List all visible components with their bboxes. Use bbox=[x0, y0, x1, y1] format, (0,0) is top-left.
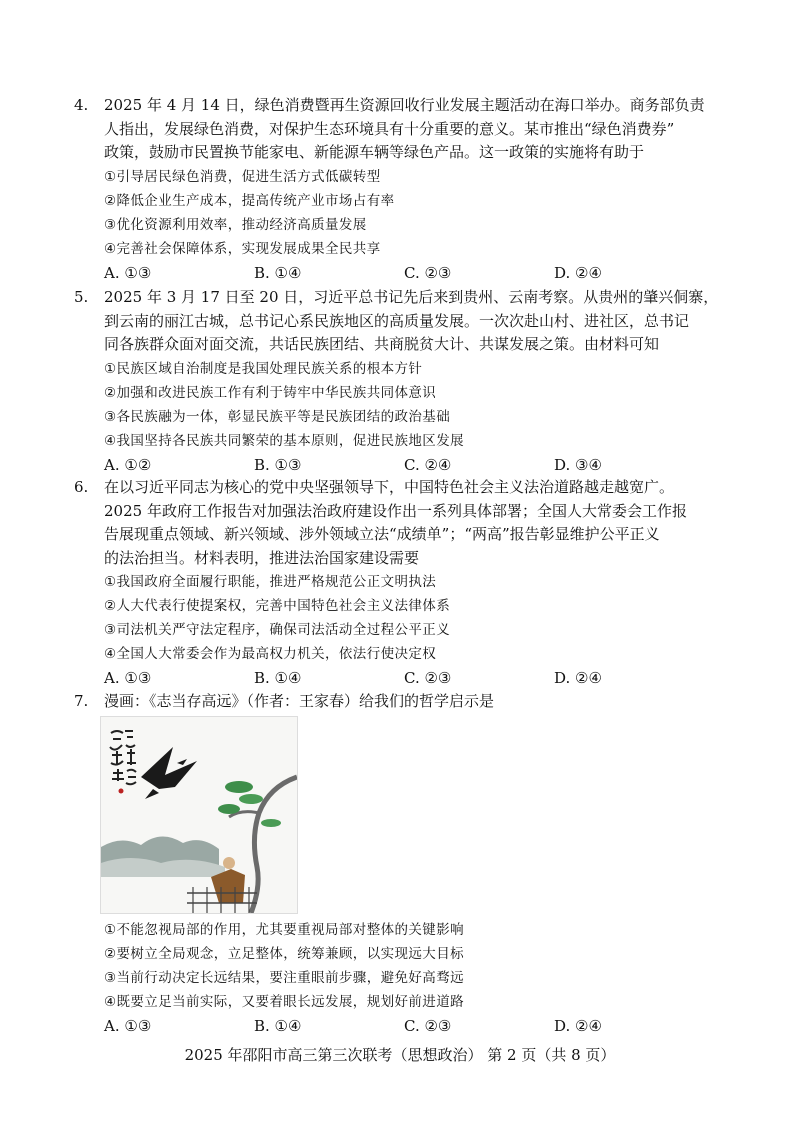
question-7 bbox=[74, 690, 754, 714]
question-stem-line: 人指出，发展绿色消费，对保护生态环境具有十分重要的意义。某市推出“绿色消费券” bbox=[104, 119, 675, 138]
question-stem-line: 6. 在以习近平同志为核心的党中央坚强领导下，中国特色社会主义法治道路越走越宽广。 bbox=[74, 476, 754, 500]
question-number: 5. bbox=[74, 288, 89, 306]
question-number: 6. bbox=[74, 478, 89, 496]
statement-option: ③优化资源利用效率，推动经济高质量发展 bbox=[104, 216, 367, 233]
question-number: 4. bbox=[74, 96, 89, 114]
statement-option: ①不能忽视局部的作用，尤其要重视局部对整体的关键影响 bbox=[104, 922, 465, 938]
question-5 bbox=[74, 286, 754, 477]
eagle-figure bbox=[141, 747, 197, 799]
question-stem-line: 的法治担当。材料表明，推进法治国家建设需要 bbox=[104, 548, 420, 567]
choice-c[interactable]: C. ②③ bbox=[404, 263, 452, 282]
statement-option: ①引导居民绿色消费，促进生活方式低碳转型 bbox=[104, 168, 381, 185]
page-footer: 2025 年邵阳市高三第三次联考（思想政治） 第 2 页（共 8 页） bbox=[184, 1046, 616, 1064]
choice-b[interactable]: B. ①③ bbox=[254, 455, 302, 474]
question-6 bbox=[74, 476, 754, 690]
question-stem-line: 4. 2025 年 4 月 14 日，绿色消费暨再生资源回收行业发展主题活动在海口举办。商务部负责 bbox=[74, 94, 754, 118]
question-stem-line: 5. 2025 年 3 月 17 日至 20 日，习近平总书记先后来到贵州、云南考察。从贵州的肇兴侗寨， bbox=[74, 286, 754, 310]
question-stem-line: 7. 漫画：《志当存高远》（作者：王家春）给我们的哲学启示是 bbox=[74, 690, 754, 714]
statement-option: ④完善社会保障体系，实现发展成果全民共享 bbox=[104, 240, 381, 257]
choice-d[interactable]: D. ②④ bbox=[554, 1017, 602, 1035]
question-4 bbox=[74, 94, 754, 285]
statement-option: ③各民族融为一体，彰显民族平等是民族团结的政治基础 bbox=[104, 408, 451, 425]
choice-b[interactable]: B. ①④ bbox=[254, 263, 302, 282]
statement-option: ③司法机关严守法定程序，确保司法活动全过程公平正义 bbox=[104, 622, 451, 639]
question-stem-line: 2025 年政府工作报告对加强法治政府建设作出一系列具体部署；全国人大常委会工作报 bbox=[104, 501, 687, 520]
statement-option: ③当前行动决定长远结果，要注重眼前步骤，避免好高骛远 bbox=[104, 970, 465, 986]
statement-option: ④既要立足当前实际，又要着眼长远发展，规划好前进道路 bbox=[104, 994, 465, 1010]
choice-a[interactable]: A. ①③ bbox=[104, 1017, 152, 1035]
choice-a[interactable]: A. ①③ bbox=[104, 263, 152, 282]
statement-option: ①我国政府全面履行职能，推进严格规范公正文明执法 bbox=[104, 574, 437, 591]
statement-option: ②降低企业生产成本，提高传统产业市场占有率 bbox=[104, 192, 395, 209]
statement-option: ①民族区域自治制度是我国处理民族关系的根本方针 bbox=[104, 360, 423, 377]
question-stem-line: 到云南的丽江古城，总书记心系民族地区的高质量发展。一次次赴山村、进社区，总书记 bbox=[104, 311, 690, 330]
statement-option: ④全国人大常委会作为最高权力机关，依法行使决定权 bbox=[104, 646, 437, 663]
choice-d[interactable]: D. ②④ bbox=[554, 669, 602, 688]
comic-drawing bbox=[101, 717, 297, 913]
statement-option: ②人大代表行使提案权，完善中国特色社会主义法律体系 bbox=[104, 598, 451, 615]
comic-illustration bbox=[100, 716, 298, 914]
choice-a[interactable]: A. ①③ bbox=[104, 669, 152, 688]
question-stem-line: 同各族群众面对面交流，共话民族团结、共商脱贫大计、共谋发展之策。由材料可知 bbox=[104, 335, 660, 354]
choice-c[interactable]: C. ②③ bbox=[404, 669, 452, 688]
answer-choices bbox=[104, 261, 754, 285]
choice-d[interactable]: D. ③④ bbox=[554, 455, 602, 474]
question-7-options bbox=[74, 918, 754, 1038]
choice-a[interactable]: A. ①② bbox=[104, 455, 152, 474]
choice-c[interactable]: C. ②③ bbox=[404, 1017, 452, 1035]
answer-choices bbox=[104, 666, 754, 690]
choice-b[interactable]: B. ①④ bbox=[254, 669, 302, 688]
mountain-landscape bbox=[101, 836, 225, 877]
question-stem-line: 政策，鼓励市民置换节能家电、新能源车辆等绿色产品。这一政策的实施将有助于 bbox=[104, 143, 645, 162]
choice-b[interactable]: B. ①④ bbox=[254, 1017, 302, 1035]
inscription-calligraphy bbox=[110, 731, 136, 794]
choice-d[interactable]: D. ②④ bbox=[554, 263, 602, 282]
answer-choices bbox=[104, 1014, 754, 1038]
statement-option: ②加强和改进民族工作有利于铸牢中华民族共同体意识 bbox=[104, 384, 437, 401]
choice-c[interactable]: C. ②④ bbox=[404, 455, 452, 474]
statement-option: ②要树立全局观念，立足整体，统筹兼顾，以实现远大目标 bbox=[104, 946, 465, 962]
question-number: 7. bbox=[74, 692, 89, 710]
answer-choices bbox=[104, 453, 754, 477]
statement-option: ④我国坚持各民族共同繁荣的基本原则，促进民族地区发展 bbox=[104, 432, 465, 449]
question-stem-line: 告展现重点领域、新兴领域、涉外领域立法“成绩单”；“两高”报告彰显维护公平正义 bbox=[104, 525, 660, 544]
